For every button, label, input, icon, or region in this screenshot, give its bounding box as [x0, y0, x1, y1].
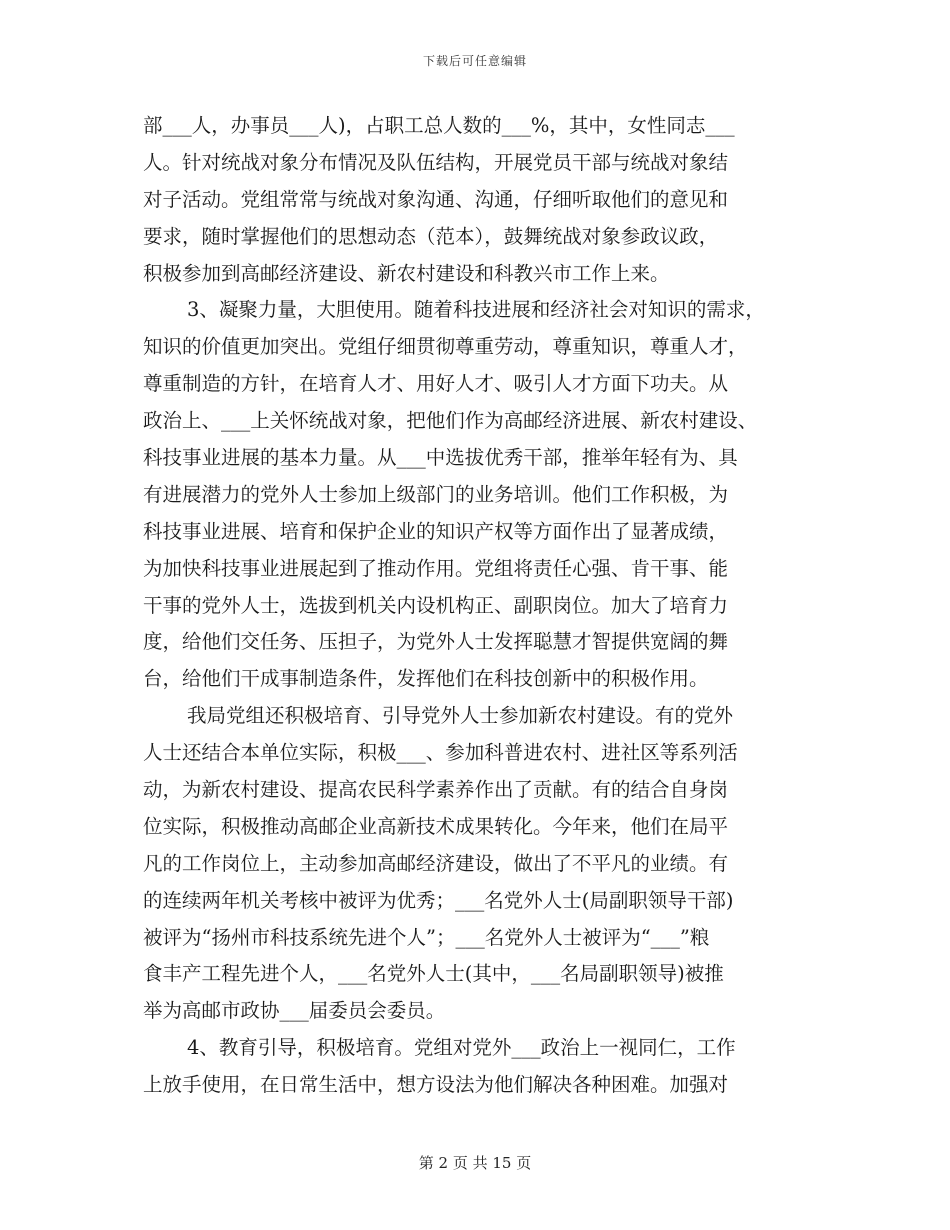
- text-line: 4、教育引导，积极培育。党组对党外___政治上一视同仁，工作: [187, 1036, 736, 1060]
- text-line: 部___人，办事员___人)，占职工总人数的___%，其中，女性同志___: [143, 114, 735, 137]
- page-footer: 第 2 页 共 15 页: [418, 1154, 532, 1172]
- text-line: 台，给他们干成事制造条件，发挥他们在科技创新中的积极作用。: [143, 667, 709, 691]
- document-body: [143, 108, 823, 1104]
- page-header: 下载后可任意编辑: [422, 54, 527, 68]
- text-line: 位实际，积极推动高邮企业高新技术成果转化。今年来，他们在局平: [143, 814, 729, 838]
- text-line: 尊重制造的方针，在培育人才、用好人才、吸引人才方面下功夫。从: [143, 372, 729, 396]
- text-line: 积极参加到高邮经济建设、新农村建设和科教兴市工作上来。: [143, 261, 670, 285]
- text-line: 动，为新农村建设、提高农民科学素养作出了贡献。有的结合自身岗: [143, 778, 729, 802]
- text-line: 政治上、___上关怀统战对象，把他们作为高邮经济进展、新农村建设、: [143, 409, 758, 433]
- text-line: 3、凝聚力量，大胆使用。随着科技进展和经济社会对知识的需求，: [187, 298, 765, 322]
- text-line: 要求，随时掌握他们的思想动态（范本），鼓舞统战对象参政议政，: [143, 224, 719, 248]
- text-line: 食丰产工程先进个人，___名党外人士(其中，___名局副职领导)被推: [143, 962, 724, 986]
- text-line: 有进展潜力的党外人士参加上级部门的业务培训。他们工作积极，为: [143, 482, 729, 506]
- text-line: 的连续两年机关考核中被评为优秀；___名党外人士(局副职领导干部): [143, 888, 734, 912]
- text-line: 为加快科技事业进展起到了推动作用。党组将责任心强、肯干事、能: [143, 556, 729, 580]
- text-line: 对子活动。党组常常与统战对象沟通、沟通，仔细听取他们的意见和: [143, 187, 729, 211]
- text-line: 科技事业进展、培育和保护企业的知识产权等方面作出了显著成绩，: [143, 519, 729, 543]
- text-line: 度，给他们交任务、压担子，为党外人士发挥聪慧才智提供宽阔的舞: [143, 630, 729, 654]
- text-line: 干事的党外人士，选拔到机关内设机构正、副职岗位。加大了培育力: [143, 593, 729, 617]
- text-line: 举为高邮市政协___届委员会委员。: [143, 999, 446, 1023]
- text-line: 人士还结合本单位实际，积极___、参加科普进农村、进社区等系列活: [143, 741, 738, 765]
- text-line: 人。针对统战对象分布情况及队伍结构，开展党员干部与统战对象结: [143, 150, 729, 174]
- text-line: 被评为“扬州市科技系统先进个人”；___名党外人士被评为“___”粮: [143, 925, 710, 949]
- text-line: 科技事业进展的基本力量。从___中选拔优秀干部，推举年轻有为、具: [143, 446, 738, 470]
- text-line: 凡的工作岗位上，主动参加高邮经济建设，做出了不平凡的业绩。有: [143, 851, 729, 875]
- text-line: 知识的价值更加突出。党组仔细贯彻尊重劳动，尊重知识，尊重人才，: [143, 335, 748, 359]
- text-line: 我局党组还积极培育、引导党外人士参加新农村建设。有的党外: [187, 704, 734, 728]
- text-line: 上放手使用，在日常生活中，想方设法为他们解决各种困难。加强对: [143, 1073, 729, 1097]
